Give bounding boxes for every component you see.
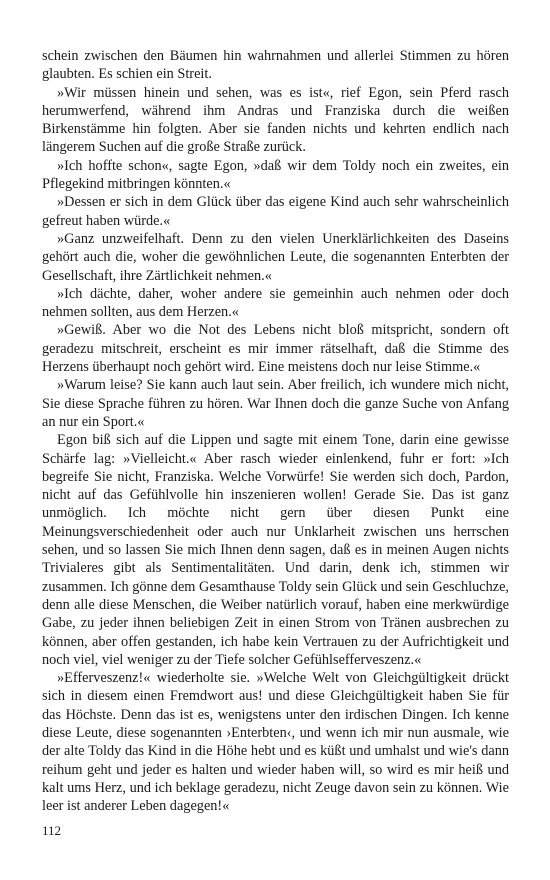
paragraph-5: »Ganz unzweifelhaft. Denn zu den vielen Unerklärlichkeiten des Daseins gehört auch die, woher die gewöhnlichen Leute, die sogenannten Enterbten der Gesellschaft, ihre Zärtlichkeit nehmen.« [42,230,509,284]
paragraph-10: »Efferveszenz!« wiederholte sie. »Welche Welt von Gleichgültigkeit drückt sich in diesem einen Fremdwort aus! und diese Gleichgültigkeit haben Sie für das Höchste. Denn das ist es, wenigstens unter den irdischen Dingen. Ich kenne diese Leute, diese sogenannten ›Enterbten‹, und wenn ich mir nun ausmale, wie der alte Toldy das Kind in die Höhe hebt und es küßt und umhalst und wie's dann reihum geht und jeder es halten und wieder haben will, so wird es mir heiß und kalt ums Herz, und ich beklage geradezu, nicht Zeuge davon sein zu können. Wie leer ist anderer Leben dagegen!« [42,670,509,815]
page-number: 112 [42,823,62,838]
paragraph-7: »Gewiß. Aber wo die Not des Lebens nicht bloß mitspricht, sondern oft geradezu mitschreit, erscheint es mir immer rätselhaft, daß die Stimme des Herzens überhaupt noch gehört wird. Eine meistens doch nur leise Stimme.« [42,322,509,376]
page-text [42,47,509,815]
paragraph-3: »Ich hoffte schon«, sagte Egon, »daß wir dem Toldy noch ein zweites, ein Pflegekind mitbringen könnten.« [42,157,509,193]
paragraph-4: »Dessen er sich in dem Glück über das eigene Kind auch sehr wahrscheinlich gefreut haben würde.« [42,194,509,229]
paragraph-6: »Ich dächte, daher, woher andere sie gemeinhin auch nehmen oder doch nehmen sollten, aus dem Herzen.« [42,285,509,321]
paragraph-1: schein zwischen den Bäumen hin wahrnahmen und allerlei Stimmen zu hören glaubten. Es schien ein Streit. [42,48,509,83]
paragraph-9: Egon biß sich auf die Lippen und sagte mit einem Tone, darin eine gewisse Schärfe lag: »Vielleicht.« Aber rasch wieder einlenkend, fuhr er fort: »Ich begreife Sie nicht, Franziska. Welche Vorwürfe! Sie werden sich doch, Pardon, nicht auf das Gefühlvolle hin inszenieren wollen! Gerade Sie. Das ist ganz unmöglich. Ich möchte nicht gern über diesen Punkt eine Meinungsverschiedenheit oder auch nur Unklarheit zwischen uns herrschen sehen, und so lassen Sie mich Ihnen denn sagen, daß es in meinen Augen nichts Trivialeres gibt als Sentimentalitäten. Und darin, denk ich, stimmen wir zusammen. Ich gönne dem Gesamthause Toldy sein Glück und sein Geschluchze, denn alle diese Menschen, die Weiber natürlich vorauf, haben eine merkwürdige Gabe, zu jeder ihnen beliebigen Zeit in einen Strom von Tränen ausbrechen zu können, aber offen gestanden, ich habe kein Vertrauen zu der Aufrichtigkeit und noch viel, viel weniger zu der Tiefe solcher Gefühlsefferveszenz.« [42,432,509,668]
paragraph-2: »Wir müssen hinein und sehen, was es ist«, rief Egon, sein Pferd rasch herumwerfend, während ihm Andras und Franziska durch die weißen Birkenstämme hin folgten. Aber sie fanden nichts und kehrten endlich nach längerem Suchen auf die große Straße zurück. [42,84,509,156]
paragraph-8: »Warum leise? Sie kann auch laut sein. Aber freilich, ich wundere mich nicht, Sie diese Sprache führen zu hören. War Ihnen doch die ganze Suche von Anfang an nur ein Sport.« [42,377,509,430]
